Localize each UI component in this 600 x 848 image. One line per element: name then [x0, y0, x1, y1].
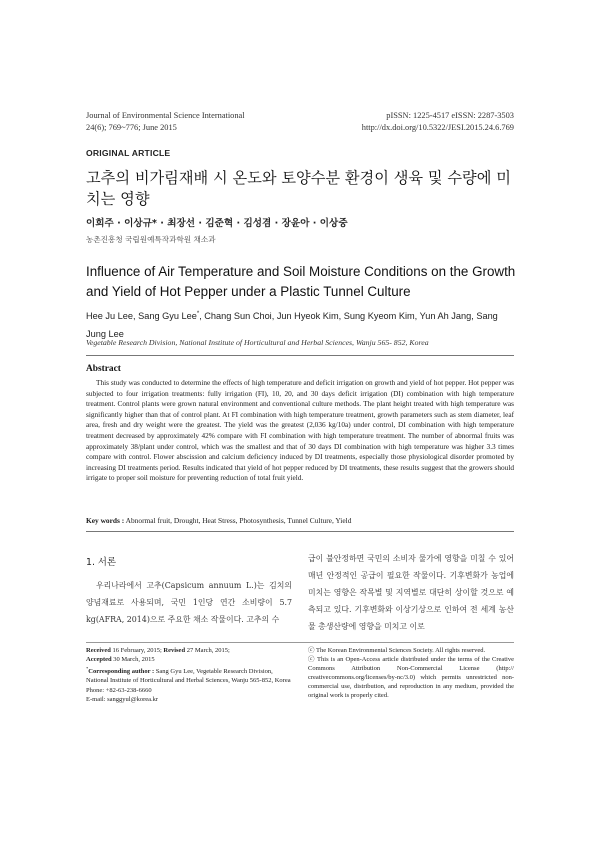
accepted-date: 30 March, 2015	[113, 656, 155, 664]
received-date: 16 February, 2015;	[112, 647, 162, 654]
keywords-rule	[86, 531, 514, 532]
body-left-column: 우리나라에서 고추(Capsicum annuum L.)는 김치의 양념재료로 사용되며, 국민 1인당 연간 소비량이 5.7 kg(AFRA, 2014)으로 주요한 채소 작물이다. 고추의 수	[86, 581, 292, 624]
header-left	[86, 110, 245, 134]
footnote-right	[308, 646, 514, 701]
phone: Phone: +82-63-238-6660	[86, 686, 152, 694]
abstract-heading: Abstract	[86, 364, 121, 374]
journal-header	[86, 110, 514, 136]
journal-issue: 24(6); 769~776; June 2015	[86, 123, 177, 132]
section-heading: 1. 서론	[86, 557, 117, 568]
keywords	[86, 516, 514, 525]
accepted-label: Accepted	[86, 656, 112, 664]
received-label: Received	[86, 647, 111, 654]
english-title: Influence of Air Temperature and Soil Moisture Conditions on the Growth and Yield of Hot Pepper under a Plastic Tunnel Culture	[86, 264, 516, 299]
footnote-rule	[86, 642, 514, 643]
issn: pISSN: 1225-4517 eISSN: 2287-3503	[386, 111, 514, 120]
corr-mark: *	[86, 666, 89, 672]
footnote-left	[86, 646, 296, 704]
abstract-text: This study was conducted to determine the effects of high temperature and deficit irrigation on growth and yield of hot pepper. Hot pepper was subjected to four irrigation treatments: fully irrigation (FI), 10, 20, and 30 days deficit irrigation (DI) combination with high temperature treatment. Control plants were grown natural environment and conventional culture methods. The plant height treated with high temperature was significantly higher than that of control plant. At FI combination with high temperature treatment, growth parameters such as stem diameter, leaf area, fresh and dry weight were the greatest. The yield was the greatest (2,036 kg/10a) under control, DI combination with high temperature treatment decreased by approximately 42% compare with FI combination with high temperature treatment. The number of abnormal fruits was approximately 38/plant under control, which was the smallest and that of 30 days DI combination with high temperature was higher 3.3 times compare with control. Flower abscission and calcium deficiency induced by DI treatments, especially those physiological disorder promoted by increasing DI treatments period. Results indicated that yield of hot pepper reduced by DI treatments, these results suggest that the growers should irrigate to proper soil moisture for preventing reduction of total fruit yield.	[86, 378, 514, 483]
keywords-label: Key words :	[86, 516, 125, 525]
corresponding-mark: *	[196, 311, 200, 317]
body-right-column: 급이 불안정하면 국민의 소비자 물가에 영향을 미칠 수 있어 매년 안정적인 공급이 필요한 작물이다. 기후변화가 농업에 미치는 영향은 작목별 및 지역별로 대단히 상이할 것으로 예측되고 있다. 기후변화와 이상기상으로 인하여 전 세계 농산물 총생산량에 영향을 미치고 이로	[308, 554, 514, 631]
article-type: ORIGINAL ARTICLE	[86, 148, 171, 158]
revised-label: Revised	[163, 647, 186, 654]
revised-date: 27 March, 2015;	[186, 647, 230, 654]
korean-affiliation: 농촌진흥청 국립원예특작과학원 채소과	[86, 235, 216, 244]
english-affiliation: Vegetable Research Division, National Institute of Horticultural and Herbal Sciences, Wanju 565- 852, Korea	[86, 338, 429, 347]
header-right	[362, 110, 514, 134]
journal-name: Journal of Environmental Science International	[86, 111, 245, 120]
authors-rest: , Chang Sun Choi, Jun Hyeok Kim, Sung Kyeom Kim, Yun Ah Jang, Sang Jung Lee	[86, 311, 498, 340]
korean-authors: 이희주 · 이상규* · 최장선 · 김준혁 · 김성겸 · 장윤아 · 이상중	[86, 218, 348, 229]
korean-title: 고추의 비가림재배 시 온도와 토양수분 환경이 생육 및 수량에 미치는 영향	[86, 169, 511, 208]
authors-first: Hee Ju Lee, Sang Gyu Lee	[86, 311, 197, 322]
keywords-text: Abnormal fruit, Drought, Heat Stress, Photosynthesis, Tunnel Culture, Yield	[125, 516, 352, 525]
license: ⓒ This is an Open-Access article distributed under the terms of the Creative Commons Attribution Non-Commercial License (http:// creativecommons.org/licenses/by-nc/3.0) which permits unrestricted non-commercial use, distribution, and reproduction in any medium, provided the original work is properly cited.	[308, 656, 514, 700]
corr-label: Corresponding author :	[88, 668, 155, 676]
corr-text: Sang Gyu Lee, Vegetable Research Division, National Institute of Horticultural and Herbal Sciences, Wanju 565-852, Korea	[86, 668, 291, 685]
copyright: ⓒ The Korean Environmental Sciences Society. All rights reserved.	[308, 647, 486, 654]
received-dates	[86, 646, 296, 655]
abstract-rule	[86, 355, 514, 356]
accepted-date-line	[86, 655, 296, 664]
email[interactable]: E-mail: sanggyul@korea.kr	[86, 695, 159, 703]
doi-link[interactable]: http://dx.doi.org/10.5322/JESI.2015.24.6.769	[361, 123, 514, 132]
corresponding-author	[86, 664, 296, 685]
